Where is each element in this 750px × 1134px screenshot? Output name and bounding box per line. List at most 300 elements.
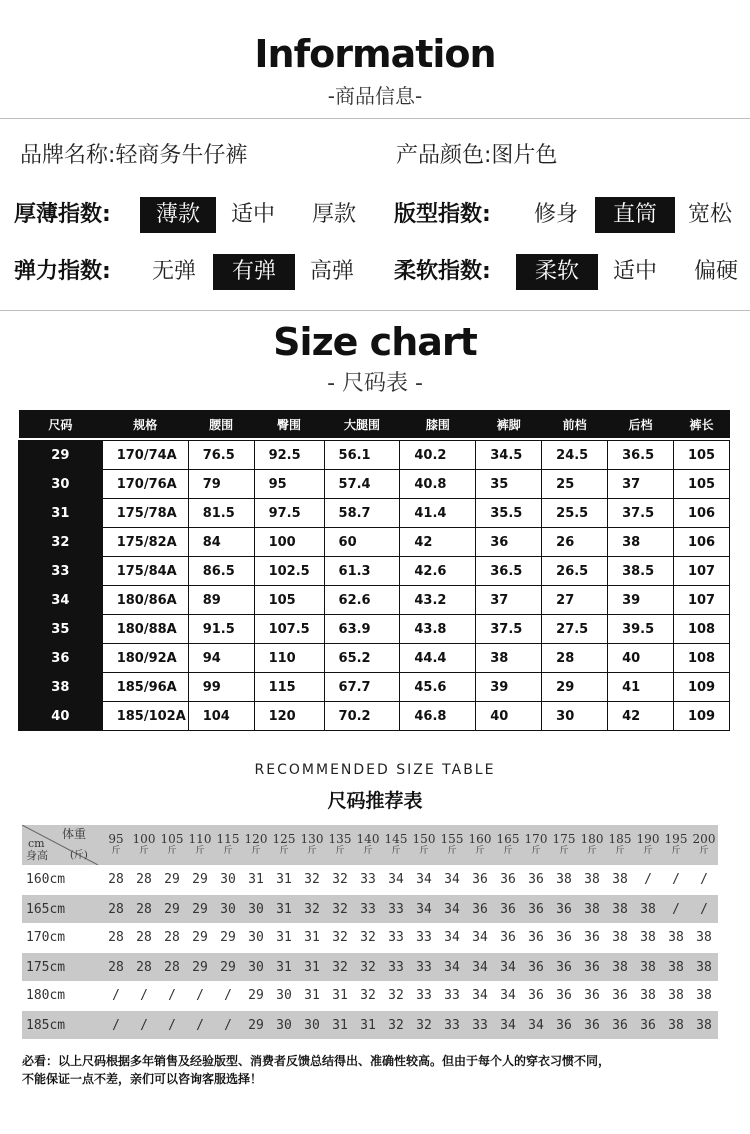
- recommended-size-cell: 32: [326, 894, 354, 923]
- thickness-label: 厚薄指数:: [14, 202, 111, 227]
- recommended-size-cell: 38: [606, 894, 634, 923]
- size-table-cell: 109: [673, 702, 729, 731]
- recommended-size-cell: /: [158, 1010, 186, 1039]
- size-table-cell: 106: [673, 528, 729, 557]
- recommended-size-cell: 29: [192, 929, 208, 945]
- height-cell: 165cm: [22, 894, 102, 923]
- thickness-row: [14, 197, 111, 233]
- height-cell: 185cm: [22, 1010, 102, 1039]
- size-cell: 30: [19, 470, 103, 499]
- size-table-cell: 107: [673, 586, 729, 615]
- recommended-size-cell: 30: [214, 894, 242, 923]
- recommended-size-cell: 33: [410, 952, 438, 981]
- recommended-size-cell: 30: [276, 987, 292, 1003]
- recommended-size-cell: 28: [130, 894, 158, 923]
- recommended-size-cell: 31: [332, 987, 348, 1003]
- recommended-size-cell: 36: [522, 894, 550, 923]
- size-table-cell: 36: [476, 528, 542, 557]
- recommended-size-cell: 33: [388, 929, 404, 945]
- size-table-cell: 60: [324, 528, 400, 557]
- elasticity-option: 无弹: [152, 259, 197, 284]
- recommended-size-cell: 28: [102, 952, 130, 981]
- size-table-row: [19, 673, 730, 702]
- recommended-size-cell: 38: [612, 929, 628, 945]
- size-table-cell: 105: [673, 441, 729, 470]
- recommended-size-cell: 31: [276, 929, 292, 945]
- recommended-size-cell: 38: [634, 952, 662, 981]
- size-table-cell: 45.6: [400, 673, 476, 702]
- recommended-size-cell: 30: [298, 1010, 326, 1039]
- size-table-cell: 107: [673, 557, 729, 586]
- recommended-size-cell: 31: [298, 952, 326, 981]
- size-table-cell: 70.2: [324, 702, 400, 731]
- recommended-size-cell: 38: [640, 987, 656, 1003]
- recommended-size-cell: 28: [158, 952, 186, 981]
- size-table-cell: 79: [188, 470, 254, 499]
- thickness-option: 适中: [231, 202, 276, 227]
- weight-unit: 斤: [587, 846, 597, 856]
- size-cell: 35: [19, 615, 103, 644]
- recommended-size-cell: 28: [164, 929, 180, 945]
- recommended-size-cell: 34: [494, 952, 522, 981]
- size-table-cell: 36.5: [476, 557, 542, 586]
- weight-header-cell: [438, 825, 466, 865]
- information-title: Information: [254, 32, 496, 76]
- weight-header-cell: [550, 825, 578, 865]
- size-cell: 33: [19, 557, 103, 586]
- weight-header-cell: [130, 825, 158, 865]
- size-table-row: [19, 644, 730, 673]
- recommended-size-cell: 36: [550, 894, 578, 923]
- size-table-cell: 185/96A: [102, 673, 188, 702]
- softness-options: [516, 254, 738, 290]
- brand-row: [20, 138, 247, 174]
- recommended-size-cell: 28: [108, 929, 124, 945]
- size-table-cell: 40.8: [400, 470, 476, 499]
- size-table-cell: 34.5: [476, 441, 542, 470]
- weight-value: 105: [160, 832, 184, 846]
- recommended-size-cell: /: [112, 987, 120, 1003]
- size-table-row: [19, 441, 730, 470]
- size-table-cell: 42: [400, 528, 476, 557]
- size-table-cell: 95: [254, 470, 324, 499]
- softness-label: 柔软指数:: [394, 259, 491, 284]
- weight-unit: 斤: [307, 846, 317, 856]
- size-table-cell: 63.9: [324, 615, 400, 644]
- size-table-cell: 38.5: [608, 557, 674, 586]
- weight-header-cell: [522, 825, 550, 865]
- weight-value: 135: [328, 832, 352, 846]
- size-table-cell: 43.2: [400, 586, 476, 615]
- weight-unit: 斤: [363, 846, 373, 856]
- recommended-size-cell: 33: [466, 1010, 494, 1039]
- size-table-cell: 40: [608, 644, 674, 673]
- weight-value: 170: [524, 832, 548, 846]
- recommended-size-cell: 38: [612, 871, 628, 887]
- size-table-cell: 37.5: [608, 499, 674, 528]
- size-cell: 38: [19, 673, 103, 702]
- weight-header-cell: [634, 825, 662, 865]
- recommended-size-cell: 36: [528, 987, 544, 1003]
- size-table-row: [19, 557, 730, 586]
- size-table-header-cell: 前档: [542, 410, 608, 438]
- size-table-cell: 86.5: [188, 557, 254, 586]
- size-chart-title: Size chart: [273, 320, 477, 364]
- weight-header-cell: [466, 825, 494, 865]
- recommended-size-cell: /: [168, 987, 176, 1003]
- recommended-size-cell: 28: [136, 929, 152, 945]
- recommended-size-cell: 36: [584, 987, 600, 1003]
- note-line-2: 不能保证一点不差，亲们可以咨询客服选择！: [22, 1072, 263, 1086]
- recommended-size-cell: /: [644, 871, 652, 887]
- recommended-size-cell: 31: [304, 987, 320, 1003]
- weight-header-cell: [690, 825, 718, 865]
- fit-options: [534, 197, 732, 233]
- recommended-size-cell: 38: [578, 894, 606, 923]
- recommended-size-cell: 34: [416, 871, 432, 887]
- recommended-size-cell: 38: [662, 1010, 690, 1039]
- recommended-row: [22, 865, 718, 894]
- corner-unit-cm: cm: [28, 837, 45, 850]
- recommended-size-cell: 36: [528, 929, 544, 945]
- weight-header-cell: [606, 825, 634, 865]
- size-table-cell: 41.4: [400, 499, 476, 528]
- size-table-cell: 97.5: [254, 499, 324, 528]
- size-table-cell: 180/86A: [102, 586, 188, 615]
- weight-value: 150: [412, 832, 436, 846]
- size-table-cell: 105: [254, 586, 324, 615]
- recommended-size-cell: 32: [388, 987, 404, 1003]
- recommended-size-cell: 29: [164, 871, 180, 887]
- size-table-cell: 102.5: [254, 557, 324, 586]
- recommended-size-cell: 36: [550, 952, 578, 981]
- weight-value: 110: [188, 832, 212, 846]
- size-table-cell: 35.5: [476, 499, 542, 528]
- elasticity-option-selected: 有弹: [213, 254, 295, 290]
- weight-unit: 斤: [279, 846, 289, 856]
- weight-unit: 斤: [699, 846, 709, 856]
- weight-header-cell: [242, 825, 270, 865]
- size-table-cell: 185/102A: [102, 702, 188, 731]
- size-cell: 34: [19, 586, 103, 615]
- size-table-cell: 27: [542, 586, 608, 615]
- elasticity-label: 弹力指数:: [14, 259, 111, 284]
- recommended-size-cell: 29: [158, 894, 186, 923]
- size-table-cell: 110: [254, 644, 324, 673]
- size-table-header-cell: 后档: [608, 410, 674, 438]
- size-table-cell: 38: [608, 528, 674, 557]
- recommended-size-cell: 28: [130, 952, 158, 981]
- weight-header-cell: [578, 825, 606, 865]
- weight-value: 155: [440, 832, 464, 846]
- weight-value: 140: [356, 832, 380, 846]
- size-table-header-cell: 臀围: [254, 410, 324, 438]
- size-table-cell: 41: [608, 673, 674, 702]
- recommended-row: [22, 1010, 718, 1039]
- size-table-header-cell: 裤脚: [476, 410, 542, 438]
- recommended-size-cell: 32: [332, 929, 348, 945]
- recommended-size-cell: 28: [102, 894, 130, 923]
- recommended-size-cell: 36: [500, 871, 516, 887]
- recommended-table-header: [22, 825, 718, 865]
- size-table-header-cell: 裤长: [673, 410, 729, 438]
- size-table-cell: 27.5: [542, 615, 608, 644]
- recommended-size-cell: /: [102, 1010, 130, 1039]
- recommended-size-cell: 31: [326, 1010, 354, 1039]
- recommended-size-cell: 34: [522, 1010, 550, 1039]
- size-table-cell: 180/88A: [102, 615, 188, 644]
- recommended-size-cell: 31: [304, 929, 320, 945]
- fit-option: 修身: [534, 202, 579, 227]
- size-chart-subtitle: - 尺码表 -: [327, 371, 423, 396]
- recommended-size-cell: 38: [634, 894, 662, 923]
- fit-option-selected: 直筒: [595, 197, 675, 233]
- size-table-header: [19, 410, 730, 438]
- size-table-cell: 40.2: [400, 441, 476, 470]
- recommended-size-cell: 29: [214, 952, 242, 981]
- size-table-cell: 40: [476, 702, 542, 731]
- weight-unit: 斤: [447, 846, 457, 856]
- recommended-table: [22, 825, 718, 1039]
- size-table-cell: 120: [254, 702, 324, 731]
- size-table-cell: 175/78A: [102, 499, 188, 528]
- weight-unit: 斤: [139, 846, 149, 856]
- size-table-cell: 180/92A: [102, 644, 188, 673]
- size-table: [18, 410, 730, 731]
- recommended-size-cell: 36: [634, 1010, 662, 1039]
- recommended-size-cell: 32: [360, 987, 376, 1003]
- weight-value: 125: [272, 832, 296, 846]
- softness-row: [394, 254, 491, 290]
- recommended-size-cell: 30: [242, 952, 270, 981]
- brand-value: 轻商务牛仔裤: [115, 143, 248, 168]
- recommended-size-cell: 38: [662, 952, 690, 981]
- weight-unit: 斤: [195, 846, 205, 856]
- size-table-cell: 25.5: [542, 499, 608, 528]
- size-table-cell: 175/82A: [102, 528, 188, 557]
- weight-value: 185: [608, 832, 632, 846]
- recommended-size-cell: 36: [528, 871, 544, 887]
- size-table-cell: 26: [542, 528, 608, 557]
- size-cell: 32: [19, 528, 103, 557]
- size-table-header-cell: 尺码: [19, 410, 103, 438]
- weight-header-cell: [326, 825, 354, 865]
- recommended-row: [22, 981, 718, 1010]
- size-table-cell: 42.6: [400, 557, 476, 586]
- recommended-size-cell: 36: [578, 952, 606, 981]
- recommended-size-cell: 36: [466, 894, 494, 923]
- weight-header-cell: [382, 825, 410, 865]
- recommended-size-cell: 29: [192, 871, 208, 887]
- size-table-cell: 25: [542, 470, 608, 499]
- weight-unit: 斤: [335, 846, 345, 856]
- thickness-option-selected: 薄款: [140, 197, 216, 233]
- size-table-cell: 61.3: [324, 557, 400, 586]
- recommended-size-cell: 34: [500, 987, 516, 1003]
- size-table-cell: 99: [188, 673, 254, 702]
- recommended-size-cell: 36: [584, 929, 600, 945]
- weight-value: 165: [496, 832, 520, 846]
- size-table-cell: 76.5: [188, 441, 254, 470]
- elasticity-options: [152, 254, 354, 290]
- elasticity-option: 高弹: [310, 259, 355, 284]
- size-table-cell: 81.5: [188, 499, 254, 528]
- size-cell: 29: [19, 441, 103, 470]
- recommended-size-cell: 33: [416, 987, 432, 1003]
- size-table-cell: 170/74A: [102, 441, 188, 470]
- weight-value: 145: [384, 832, 408, 846]
- weight-header-cell: [214, 825, 242, 865]
- weight-unit: 斤: [251, 846, 261, 856]
- fit-label: 版型指数:: [394, 202, 491, 227]
- weight-unit: 斤: [419, 846, 429, 856]
- divider: [0, 118, 750, 119]
- size-cell: 40: [19, 702, 103, 731]
- brand-label: 品牌名称:: [20, 143, 116, 168]
- recommended-size-cell: 32: [354, 952, 382, 981]
- size-table-cell: 39: [476, 673, 542, 702]
- corner-height: 身高: [26, 849, 48, 862]
- recommended-title-en: RECOMMENDED SIZE TABLE: [254, 762, 496, 778]
- size-table-cell: 84: [188, 528, 254, 557]
- divider: [0, 310, 750, 311]
- weight-unit: 斤: [111, 846, 121, 856]
- size-table-cell: 89: [188, 586, 254, 615]
- recommended-size-cell: 28: [136, 871, 152, 887]
- recommended-size-cell: 31: [248, 871, 264, 887]
- thickness-option: 厚款: [312, 202, 357, 227]
- recommended-size-cell: 34: [494, 1010, 522, 1039]
- recommended-size-cell: 36: [494, 894, 522, 923]
- size-table-cell: 37.5: [476, 615, 542, 644]
- size-table-cell: 38: [476, 644, 542, 673]
- size-table-cell: 108: [673, 644, 729, 673]
- recommended-size-cell: 29: [186, 952, 214, 981]
- recommended-size-cell: 33: [382, 952, 410, 981]
- weight-unit: 斤: [643, 846, 653, 856]
- recommended-size-cell: /: [672, 871, 680, 887]
- color-row: [396, 138, 557, 174]
- weight-header-cell: [270, 825, 298, 865]
- size-table-cell: 58.7: [324, 499, 400, 528]
- recommended-size-cell: 31: [276, 871, 292, 887]
- weight-value: 120: [244, 832, 268, 846]
- recommended-size-cell: 38: [696, 987, 712, 1003]
- note-line-1: 必看：以上尺码根据多年销售及经验版型、消费者反馈总结得出、准确性较高。但由于每个人的穿衣习惯不同，: [22, 1054, 611, 1068]
- size-table-cell: 62.6: [324, 586, 400, 615]
- recommended-size-cell: 33: [438, 1010, 466, 1039]
- weight-value: 195: [664, 832, 688, 846]
- color-label: 产品颜色:: [396, 143, 492, 168]
- recommended-size-cell: 38: [696, 929, 712, 945]
- size-table-row: [19, 615, 730, 644]
- information-subtitle: -商品信息-: [327, 84, 423, 108]
- recommended-size-cell: /: [700, 871, 708, 887]
- recommended-size-cell: 38: [640, 929, 656, 945]
- recommended-size-cell: 31: [354, 1010, 382, 1039]
- recommended-size-cell: 38: [606, 952, 634, 981]
- size-table-cell: 43.8: [400, 615, 476, 644]
- recommended-row: [22, 923, 718, 952]
- size-table-cell: 24.5: [542, 441, 608, 470]
- size-table-cell: 104: [188, 702, 254, 731]
- color-value: 图片色: [491, 143, 558, 168]
- weight-value: 95: [108, 832, 124, 846]
- recommended-size-cell: /: [214, 1010, 242, 1039]
- recommended-size-cell: 29: [186, 894, 214, 923]
- recommended-size-cell: 29: [248, 987, 264, 1003]
- recommended-size-cell: 30: [242, 894, 270, 923]
- recommended-size-cell: 30: [220, 871, 236, 887]
- recommended-size-cell: 34: [410, 894, 438, 923]
- size-table-cell: 39.5: [608, 615, 674, 644]
- size-table-cell: 92.5: [254, 441, 324, 470]
- recommended-size-cell: /: [690, 894, 718, 923]
- recommended-size-cell: 32: [304, 871, 320, 887]
- recommended-size-cell: 36: [550, 1010, 578, 1039]
- recommended-size-cell: 38: [556, 871, 572, 887]
- corner-weight: 体重: [62, 827, 87, 841]
- recommended-size-cell: 38: [584, 871, 600, 887]
- elasticity-row: [14, 254, 111, 290]
- recommended-size-cell: 32: [326, 952, 354, 981]
- weight-value: 130: [300, 832, 324, 846]
- recommended-size-cell: 34: [388, 871, 404, 887]
- recommended-size-cell: 33: [360, 871, 376, 887]
- weight-header-cell: [354, 825, 382, 865]
- fit-row: [394, 197, 491, 233]
- size-table-row: [19, 702, 730, 731]
- recommended-size-cell: 30: [248, 929, 264, 945]
- size-table-cell: 107.5: [254, 615, 324, 644]
- size-cell: 31: [19, 499, 103, 528]
- recommended-size-cell: 32: [410, 1010, 438, 1039]
- recommended-size-cell: 32: [382, 1010, 410, 1039]
- size-table-cell: 56.1: [324, 441, 400, 470]
- size-table-cell: 28: [542, 644, 608, 673]
- recommended-size-cell: 33: [382, 894, 410, 923]
- weight-header-cell: [102, 825, 130, 865]
- size-table-cell: 57.4: [324, 470, 400, 499]
- weight-header-cell: [494, 825, 522, 865]
- height-cell: 170cm: [26, 929, 66, 945]
- size-table-cell: 30: [542, 702, 608, 731]
- recommended-size-cell: 34: [444, 871, 460, 887]
- weight-unit: 斤: [167, 846, 177, 856]
- size-table-cell: 42: [608, 702, 674, 731]
- recommended-size-cell: 33: [416, 929, 432, 945]
- recommended-row: [22, 894, 718, 923]
- weight-unit: 斤: [503, 846, 513, 856]
- size-table-cell: 35: [476, 470, 542, 499]
- recommended-size-cell: 36: [606, 1010, 634, 1039]
- size-table-row: [19, 586, 730, 615]
- size-table-header-cell: 腰围: [188, 410, 254, 438]
- recommended-size-cell: 36: [578, 1010, 606, 1039]
- size-table-cell: 170/76A: [102, 470, 188, 499]
- weight-unit: 斤: [531, 846, 541, 856]
- corner-unit-jin: (斤): [70, 850, 88, 861]
- size-table-cell: 39: [608, 586, 674, 615]
- weight-header-cell: [410, 825, 438, 865]
- size-table-cell: 175/84A: [102, 557, 188, 586]
- size-table-cell: 109: [673, 673, 729, 702]
- size-table-cell: 105: [673, 470, 729, 499]
- weight-unit: 斤: [615, 846, 625, 856]
- recommended-size-cell: 38: [668, 987, 684, 1003]
- thickness-options: [140, 197, 356, 233]
- recommended-size-cell: 34: [438, 894, 466, 923]
